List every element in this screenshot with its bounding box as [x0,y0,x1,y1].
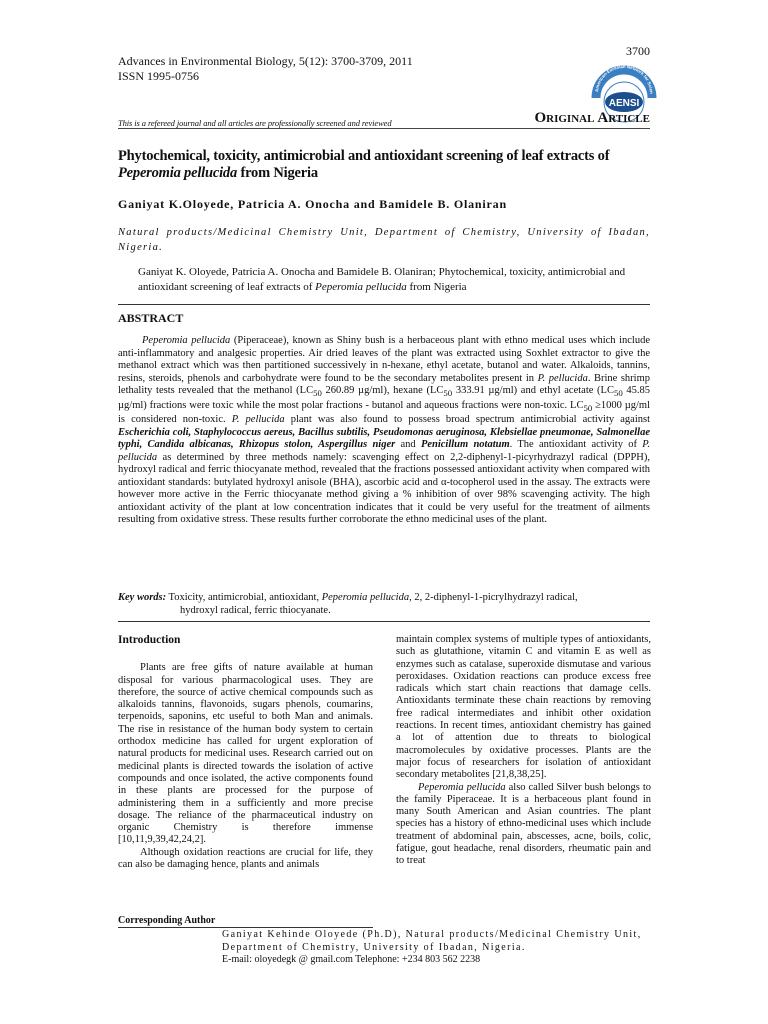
title-main: Phytochemical, toxicity, antimicrobial and antioxidant screening of leaf extracts of [118,148,610,164]
subscript: 50 [313,388,322,399]
abstract-segment: 260.89 µg/ml), hexane (LC [321,385,444,396]
abstract-heading: ABSTRACT [118,311,184,325]
corr-line: Department of Chemistry, University of Ibadan, Nigeria. [222,941,526,953]
keywords-text: 2, 2-diphenyl-1-picrylhydrazyl radical, [411,592,578,603]
abstract-species: P. pellucida [231,414,285,426]
right-column [396,634,651,868]
abstract-segment: . The antioxidant activity of [509,439,643,451]
corresponding-author-label: Corresponding Author [118,915,216,926]
abstract-species: P. pellucida [537,372,588,384]
subscript: 50 [613,388,623,399]
subscript: 50 [443,388,453,399]
intro-segment: also called Silver bush belongs to the family Piperaceae. It is a herbaceous plant found in many South American and Asian countries. The plant species has a history of ethno-medicinal uses which include treatment of abdominal pain, abscesses, acne, boils, colic, fatigue, gout headache, renal disorders, rheumatic pain and to treat [396,781,651,867]
keywords [118,591,650,617]
logo-ring-text: American-Eurasian Network for Scien [594,63,655,94]
refereed-bar [118,110,650,129]
keywords-line2: hydroxyl radical, ferric thiocyanate. [180,605,331,616]
intro-paragraph: maintain complex systems of multiple types of antioxidants, such as glutathione, vitamin C and vitamin E as well as enzymes such as catalase, superoxide dismutase and various peroxidases. Oxidation reactions can produce excess free radicals which start chain reactions that damage cells. Antioxidants terminate these chain reactions by removing free radical intermediates and inhibit other oxidation reactions. In recent times, antioxidant chemistry has gained a lot of attention due to threats to biological macromolecules by oxidative processes. Plants are the major focus of researchers for isolation of antioxidant secondary metabolites [21,8,38,25]. [396,634,651,781]
keywords-species: Peperomia pellucida, [321,592,412,603]
intro-paragraph: Although oxidation reactions are crucial for life, they can also be damaging hence, plants and animals [118,846,373,871]
abstract-species: Peperomia pellucida [142,335,231,346]
abstract-text [118,335,650,527]
affiliation: Natural products/Medicinal Chemistry Unit, Department of Chemistry, University of Ibadan, Nigeria. [118,227,650,253]
abstract-segment: 45.85 µg/ml) fractions were toxic while the most polar fractions - butanol and aqueous fractions were non-toxic. LC [118,385,650,411]
keywords-label: Key words: [118,592,167,603]
journal-citation: Advances in Environmental Biology, 5(12): 3700-3709, 2011 [118,54,413,68]
keywords-text: Toxicity, antimicrobial, antioxidant, [166,592,322,603]
refereed-note: This is a refereed journal and all articles are professionally screened and reviewed [118,118,392,128]
citation-species: Peperomia pellucida [315,281,407,293]
abstract-segment: as determined by three methods namely: scavenging effect on 2,2-diphenyl-1-picyrhydrazyl radical (DPPH), hydroxyl radical and ferric thiocyanate method, revealed that the fractions possessed antioxidant activity when compared with antioxidant standards: butylated hydroxyl anisole (BHA), ascorbic acid and α-tocopherol used in the assay. The extracts were however more active in the Ferric thiocyanate method giving a % inhibition of over 98% scavenging activity. The high antioxidant activity of the plant at low concentration indicates that it could be very useful for the treatment of ailments resulting from oxidative stress. These results further corroborate the ethno medicinal uses of the plant. [118,451,650,526]
intro-paragraph [396,782,651,868]
abstract-segment: ≥1000 µg/ml is considered non-toxic. [118,399,650,426]
citation-suffix: from Nigeria [406,281,467,293]
abstract-segment: (Piperaceae), known as Shiny bush is a herbaceous plant with ethno medical uses which include anti-inflammatory and analgesic properties. Air dried leaves of the plant was extracted using Soxhlet extractor to give the methanol extract which was then partitioned successively in n-hexane, ethyl acetate, butanol and water. Alkaloids, tannins, resins, steroids, phenols and carbohydrate were found to be the secondary metabolites present in [118,335,651,384]
logo-text: AENSI [608,98,640,109]
abstract-segment: . Brine shrimp lethality tests revealed that the methanol (LC [118,372,651,396]
abstract-segment: plant was also found to possess broad spectrum antimicrobial activity against [284,414,651,426]
paper-title [118,148,650,182]
divider [118,304,650,305]
title-suffix: from Nigeria [237,165,318,181]
citation-text: Ganiyat K. Oloyede, Patricia A. Onocha and Bamidele B. Olaniran; Phytochemical, toxicity, antimicrobial and antioxidant screening of leaf extracts of [138,266,626,293]
citation-line [138,265,650,295]
corr-contact: E-mail: oloyedegk @ gmail.com Telephone: +234 803 562 2238 [222,954,481,965]
article-type: Original Article [534,110,650,126]
author-list: Ganiyat K.Oloyede, Patricia A. Onocha and Bamidele B. Olaniran [118,197,507,211]
intro-species: Peperomia pellucida [418,781,506,793]
corr-line: Ganiyat Kehinde Oloyede (Ph.D), Natural products/Medicinal Chemistry Unit, [222,929,642,940]
divider [118,927,373,928]
abstract-segment: 333.91 µg/ml) and ethyl acetate (LC [452,385,614,396]
subscript: 50 [583,402,593,413]
abstract-species: P. pellucida [118,439,650,463]
page-number: 3700 [626,44,650,58]
journal-issn: ISSN 1995-0756 [118,69,200,83]
left-column [118,634,373,871]
intro-heading: Introduction [118,634,181,646]
title-species: Peperomia pellucida [118,165,238,181]
organism-list: Escherichia coli, Staphylococcus aereus, Bacillus subtilis, Pseudomonas aeruginosa, Klebsiellae pneumonae, Salmonellae typhi, Candida albicanas, Rhizopus stolon, Aspergillus niger [118,426,650,451]
journal-info [118,54,413,84]
divider [118,621,650,622]
intro-paragraph: Plants are free gifts of nature available at human disposal for various pharmacological uses. They are therefore, the source of active chemical compounds such as alkaloids tannins, flavonoids, sugars phenols, coumarins, terpenoids, saponins, etc useful to both Man and animals. The rise in resistance of the human body system to certain orthodox medicine has called for urgent exploration of natural products for medicinal uses. Research carried out on medicinal plants is directed towards the isolation of active compounds and once isolated, the active components found in these plants are processed for the purpose of administering them in a sufficiently and more precise dosage. The reliance of the pharmaceutical industry on organic Chemistry is therefore immense [10,11,9,39,42,24,2]. [118,662,373,846]
corresponding-author-details [222,929,650,967]
abstract-segment: and [395,439,421,451]
organism-last: Penicillum notatum [420,439,510,451]
